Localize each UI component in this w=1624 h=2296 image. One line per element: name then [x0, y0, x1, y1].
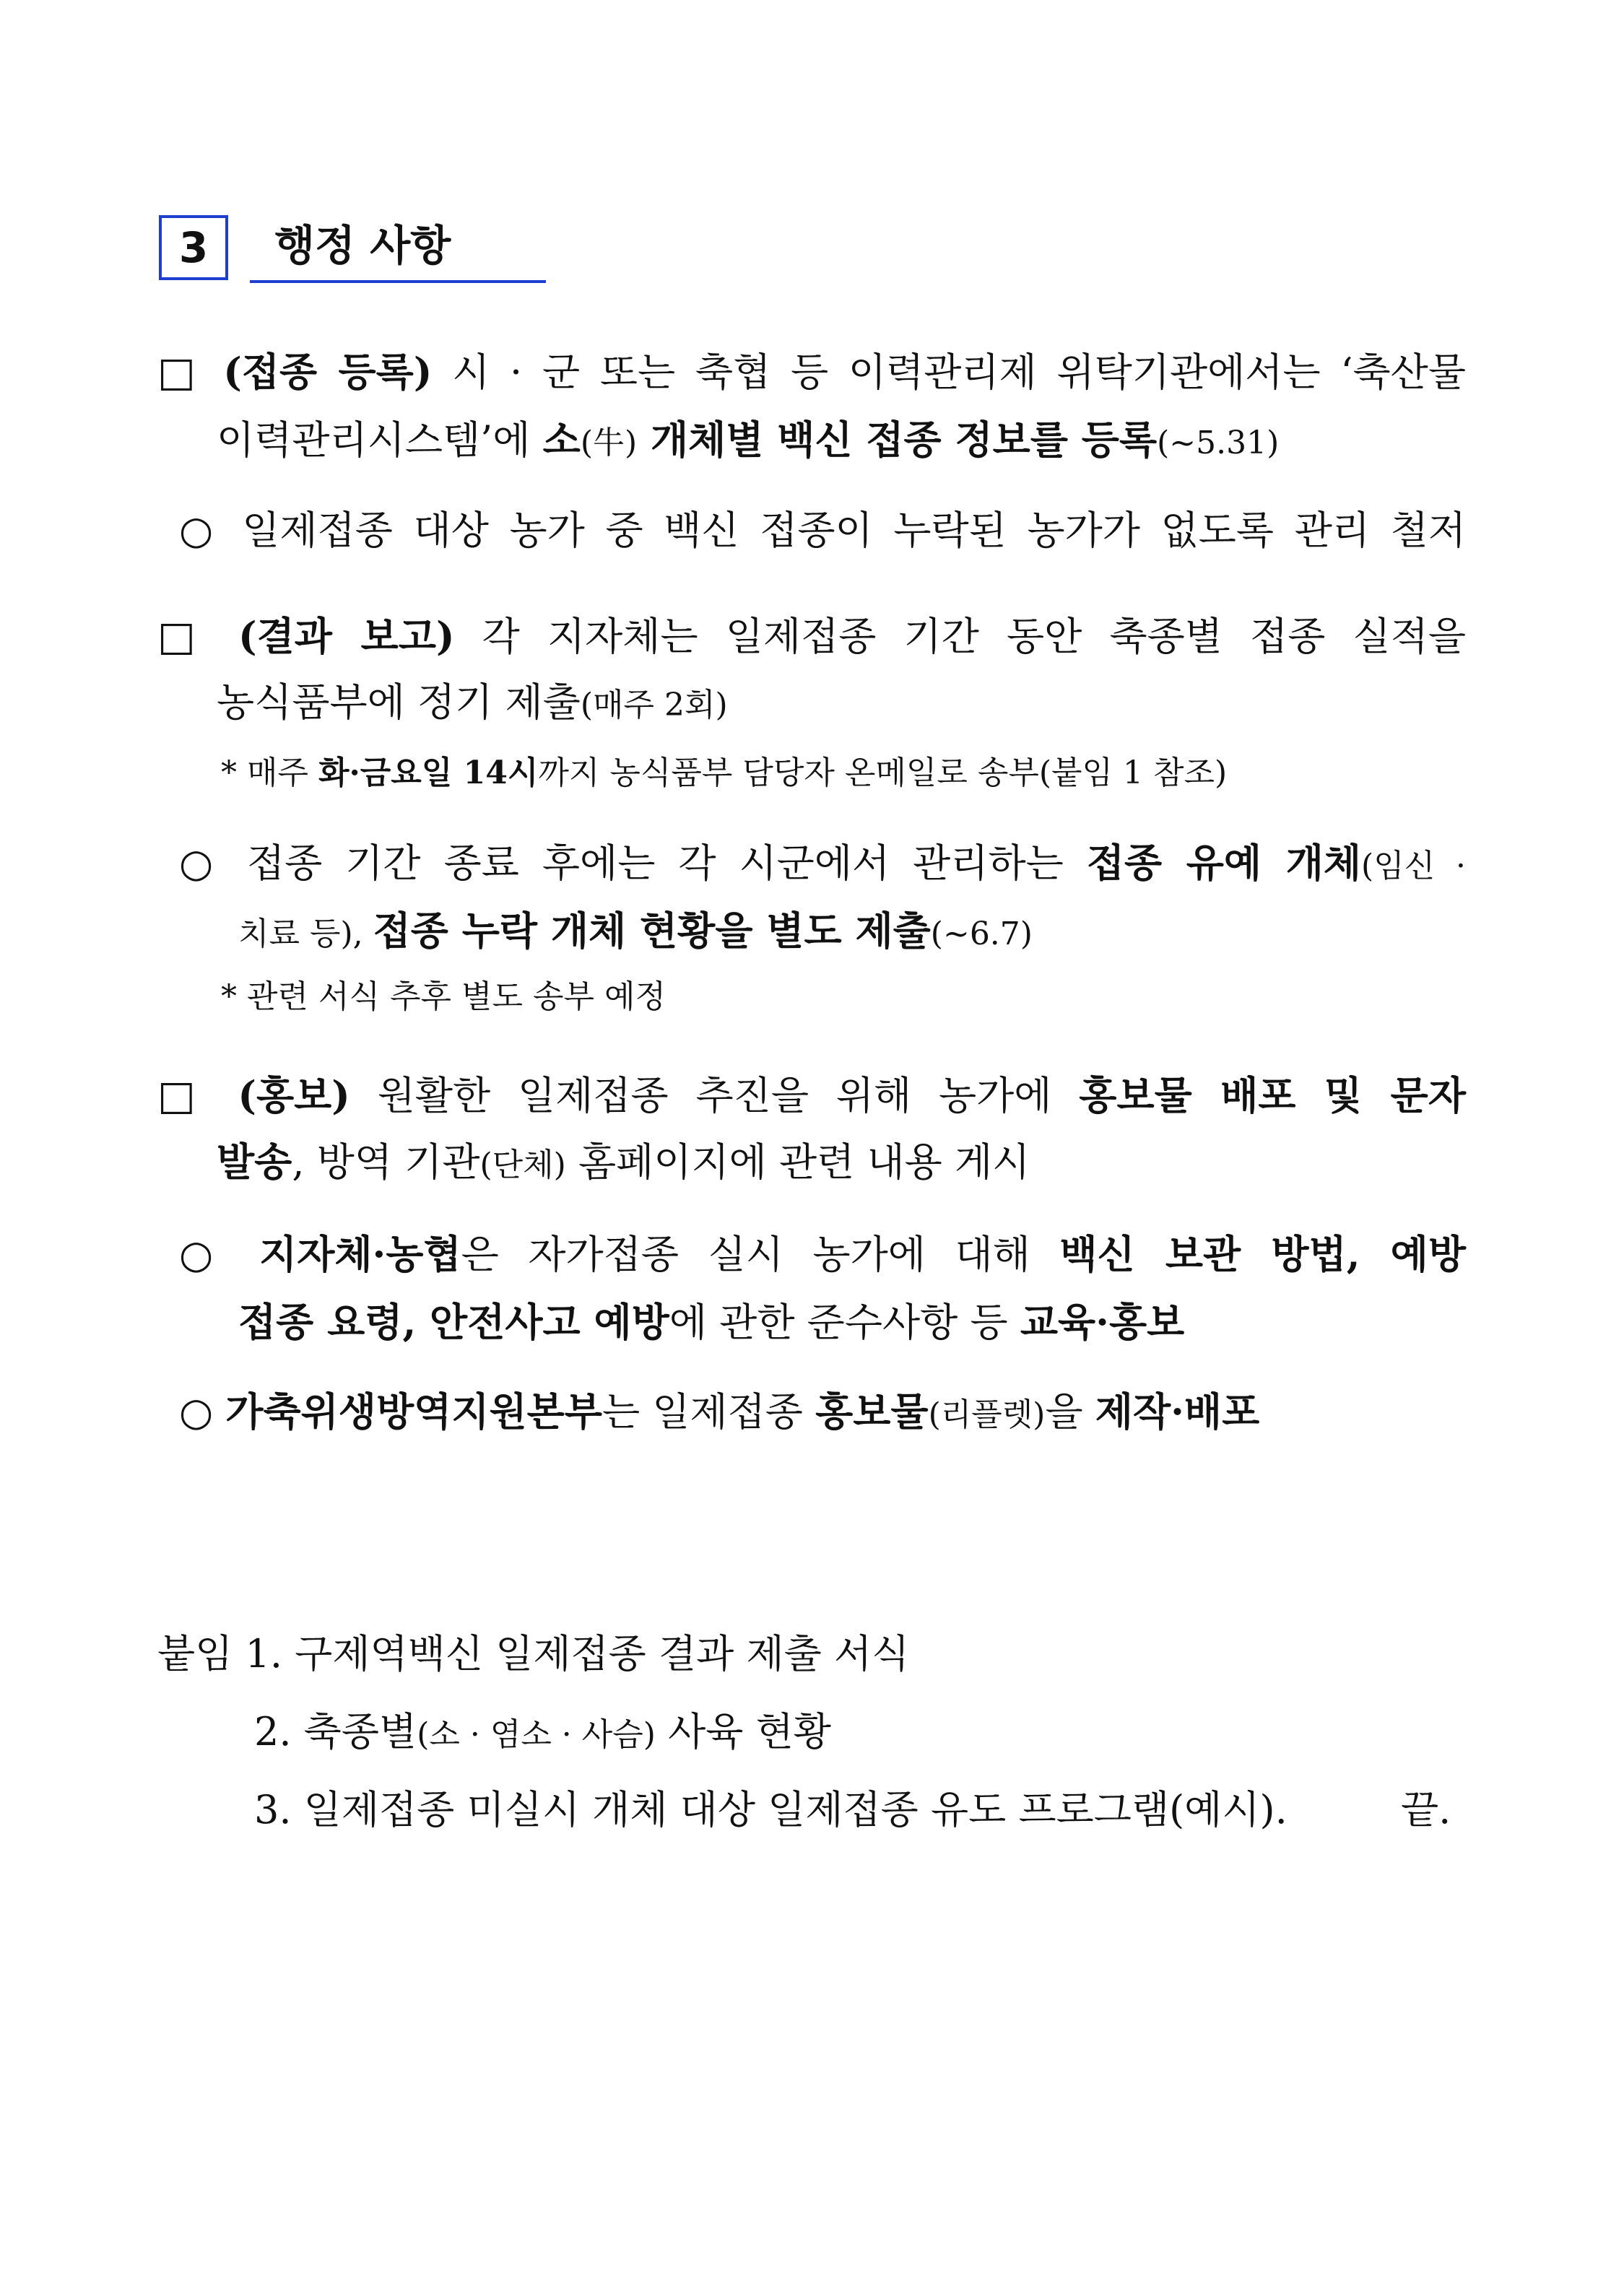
block1-sub1-text: 일제접종 대상 농가 중 백신 접종이 누락된 농가가 없도록 관리 철저	[242, 508, 1466, 553]
block3-sub1-marker: ○	[179, 1232, 230, 1277]
block2-sub1-line1	[179, 838, 1466, 892]
block3-heading: (홍보)	[238, 1072, 350, 1118]
block1-line1-text: 시 · 군 또는 축협 등 이력관리제 위탁기관에서는 ‘축산물	[432, 349, 1467, 395]
attachment-item-1	[157, 1629, 909, 1679]
attachment-label: 붙임	[157, 1631, 233, 1677]
block3-sub1-line1-bold: 지자체·농협	[259, 1231, 461, 1277]
block3-marker: □	[157, 1072, 211, 1119]
block3-line2-bold: 발송	[217, 1139, 292, 1185]
block2-line2-text: 농식품부에 정기 제출	[217, 679, 581, 725]
block2-heading: (결과 보고)	[238, 613, 455, 659]
attachment-item-2-b: 사육 현황	[655, 1709, 831, 1754]
block1-sub1	[179, 505, 1466, 556]
attachment-item-2-a: 2. 축종별	[254, 1709, 417, 1754]
block2-note2-text: 관련 서식 추후 별도 송부 예정	[237, 978, 666, 1015]
block2-marker: □	[157, 613, 211, 660]
attachment-item-2	[254, 1707, 831, 1760]
block3-line1	[157, 1070, 1466, 1121]
block3-sub2-bold3: 제작·배포	[1095, 1388, 1260, 1435]
block2-note1-star: *	[221, 755, 237, 791]
block2-line1-text: 각 지자체는 일제접종 기간 동안 축종별 접종 실적을	[454, 614, 1467, 659]
block1-line2-tail: (~5.31)	[1157, 425, 1280, 461]
block2-note2-star: *	[221, 978, 237, 1015]
block3-line2-text: , 방역 기관	[292, 1139, 480, 1185]
block3-sub1-line2-bold: 접종 요령, 안전사고 예방	[238, 1299, 669, 1345]
block3-sub2-text: 는 일제접종	[602, 1389, 816, 1435]
block3-line2-tail: 홈페이지에 관련 내용 게시	[565, 1139, 1030, 1185]
section-number-box	[159, 215, 228, 280]
block2-line2	[217, 677, 728, 731]
block3-sub1-line2	[238, 1297, 1184, 1348]
block3-sub2-bold2: 홍보물	[815, 1388, 929, 1435]
block2-line1	[157, 611, 1466, 662]
block1-line2-bold2: 개체별 백신 접종 정보를 등록	[637, 417, 1158, 463]
block3-sub2-text2: 을	[1045, 1389, 1095, 1435]
block3-sub2-bold: 가축위생방역지원본부	[225, 1388, 602, 1435]
block2-sub1-line1-small: (임신 ·	[1361, 848, 1467, 884]
block3-sub2	[179, 1386, 1259, 1440]
attachment-item-1-text: 1. 구제역백신 일제접종 결과 제출 서식	[245, 1631, 910, 1677]
section-number: 3	[178, 223, 209, 272]
block1-line2-text: 이력관리시스템’에	[217, 417, 543, 463]
block1-line2-bold1: 소	[542, 417, 581, 463]
block2-note1-c: 까지 농식품부 담당자 온메일로 송부(붙임 1 참조)	[538, 755, 1228, 791]
block3-sub1-line2-text: 에 관한 준수사항 등	[669, 1300, 1020, 1345]
block2-sub1-line2-bold: 접종 누락 개체 현황을 별도 제출	[373, 908, 931, 954]
attachment-item-3	[254, 1785, 1288, 1835]
block3-sub1-line1-text: 은 자가접종 실시 농가에 대해	[461, 1232, 1060, 1277]
block1-line2	[217, 414, 1279, 469]
block2-sub1-marker: ○	[179, 840, 224, 886]
block3-sub1-line2-bold2: 교육·홍보	[1020, 1299, 1185, 1345]
block3-line1-bold2: 홍보물 배포 및 문자	[1079, 1072, 1466, 1118]
block2-note1	[221, 748, 1227, 799]
attachment-item-2-small: (소 · 염소 · 사슴)	[417, 1716, 656, 1753]
block2-note1-a: 매주	[237, 755, 318, 791]
end-mark: 끝.	[1401, 1787, 1451, 1832]
block2-sub1-line2-small: 치료 등),	[238, 916, 373, 952]
block1-marker: □	[157, 349, 204, 396]
attachment-item-3-text: 3. 일제접종 미실시 개체 대상 일제접종 유도 프로그램(예시).	[254, 1787, 1288, 1832]
block1-heading: (접종 등록)	[223, 349, 433, 395]
block3-sub2-marker: ○	[179, 1389, 214, 1435]
block3-line2-small: (단체)	[479, 1147, 566, 1183]
block3-line1-text: 원활한 일제접종 추진을 위해 농가에	[349, 1073, 1080, 1118]
block1-sub1-marker: ○	[179, 508, 222, 553]
block3-sub1-line1-bold2: 백신 보관 방법, 예방	[1059, 1231, 1466, 1277]
block3-sub2-small: (리플렛)	[928, 1396, 1046, 1433]
block2-note1-bold: 화·금요일 14시	[318, 755, 539, 791]
block3-sub1-line1	[179, 1229, 1466, 1280]
block2-line2-small: (매주 2회)	[580, 687, 728, 723]
block2-sub1-line1-bold: 접종 유예 개체	[1086, 840, 1362, 886]
block1-line1	[157, 347, 1466, 398]
block1-line2-small: (牛)	[580, 425, 638, 461]
block2-sub1-line1-text: 접종 기간 종료 후에는 각 시군에서 관리하는	[246, 840, 1087, 886]
section-title: 행정 사항	[250, 217, 546, 283]
block2-note2	[221, 972, 666, 1022]
block2-sub1-line2-tail: (~6.7)	[930, 916, 1033, 952]
block3-line2	[217, 1136, 1030, 1191]
block2-sub1-line2	[238, 905, 1033, 960]
